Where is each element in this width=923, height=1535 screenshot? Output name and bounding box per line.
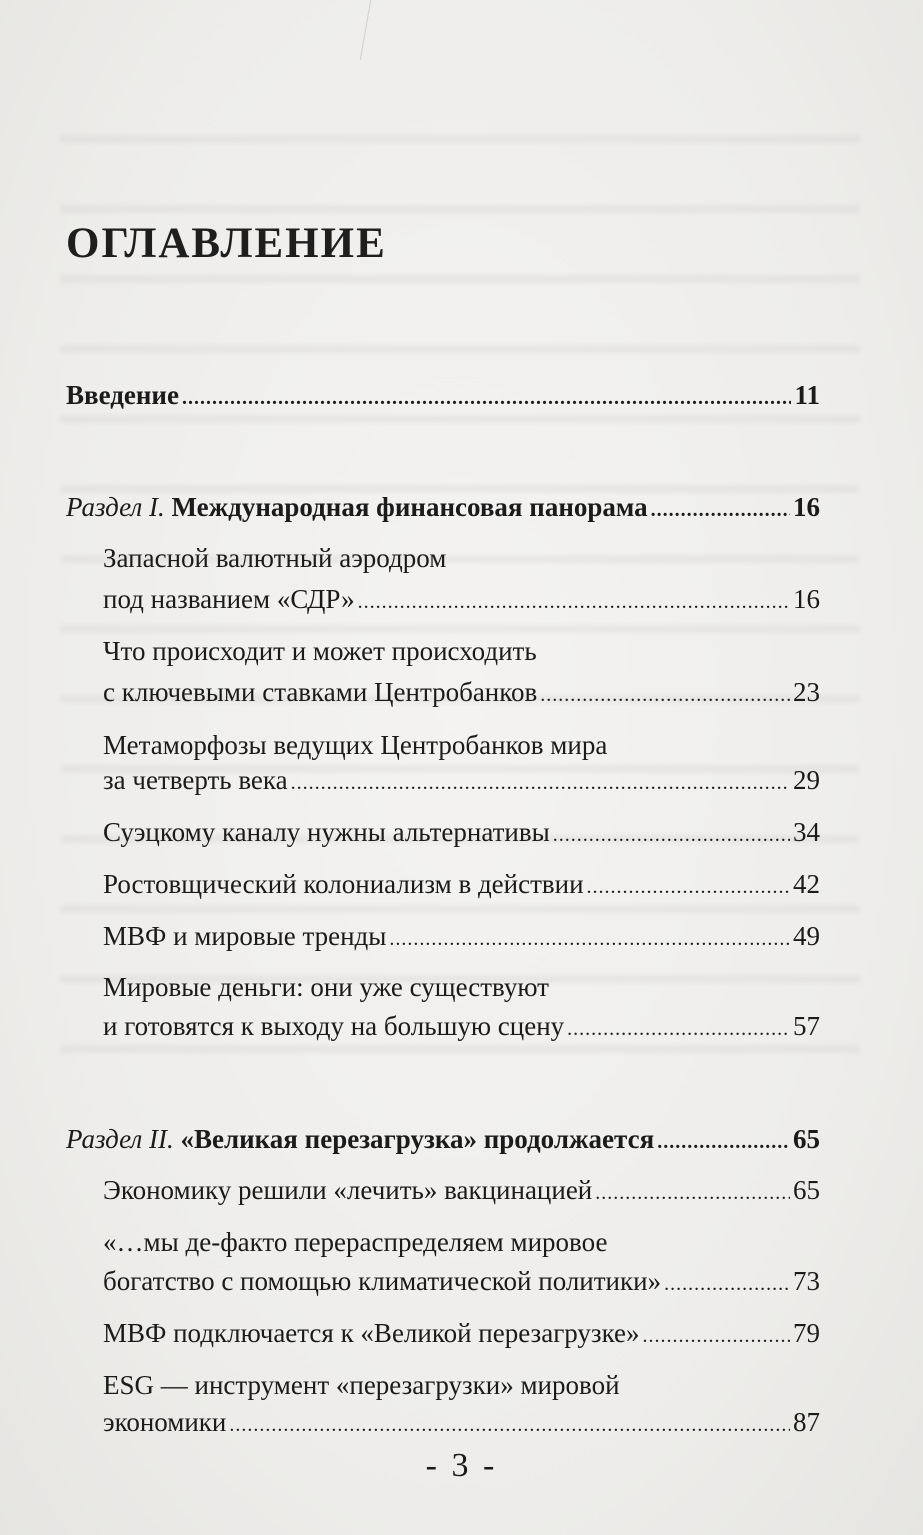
toc-page-number: 65 [793,1175,820,1205]
toc-entry [103,1264,820,1301]
toc-entry-line: Метаморфозы ведущих Центробанков мира [103,730,608,760]
dot-leader [567,1012,790,1046]
toc-entry-label: и готовятся к выходу на большую сцену [103,1011,565,1041]
toc-entry-line: «…мы де-факто перераспределяем мировое [103,1227,608,1257]
toc-page-number: 11 [794,380,820,410]
dot-leader [595,1176,790,1210]
toc-entry-label: с ключевыми ставками Центробанков [103,677,538,707]
dot-leader [553,818,790,852]
toc-page-number: 49 [793,921,820,951]
toc-section-2-heading [66,1122,820,1159]
toc-page-number: 57 [793,1011,820,1041]
toc-page-number: 42 [793,869,820,899]
dot-leader [291,766,790,800]
toc-entry-line: Мировые деньги: они уже существуют [103,972,549,1002]
dot-leader [358,585,790,619]
toc-page-number: 65 [793,1124,820,1154]
toc-entry-line: Что происходит и может происходить [103,636,537,666]
toc-entry-label: Ростовщический колониализм в действии [103,869,584,899]
toc-page-number: 79 [793,1318,820,1348]
dot-leader [182,381,792,415]
dot-leader [389,922,790,956]
toc-page-number: 73 [793,1266,820,1296]
dot-leader [664,1267,790,1301]
section-title: Международная финансовая панорама [171,492,648,522]
toc-entry [103,763,820,800]
toc-entry-label: богатство с помощью климатической политики» [103,1266,662,1296]
page-number-footer: - 3 - [425,1447,498,1484]
toc-page-number: 34 [793,817,820,847]
toc-entry [103,1316,820,1353]
dot-leader [657,1125,790,1159]
dot-leader [587,870,790,904]
toc-page-number: 87 [793,1407,820,1437]
section-prefix: Раздел II. [66,1124,174,1154]
toc-entry-label: Суэцкому каналу нужны альтернативы [103,817,550,847]
toc-entry-label: под названием «СДР» [103,584,355,614]
toc-entry-label: МВФ подключается к «Великой перезагрузке» [103,1318,640,1348]
toc-entry-line: ESG — инструмент «перезагрузки» мировой [103,1370,620,1400]
toc-page-number: 16 [793,492,820,522]
toc-entry-label: МВФ и мировые тренды [103,921,387,951]
toc-entry [103,867,820,904]
dot-leader [540,678,790,712]
toc-entry [103,1405,820,1442]
toc-entry [103,1009,820,1046]
dot-leader [651,493,790,527]
toc-section-1-heading [66,490,820,527]
toc-entry [103,1173,820,1210]
toc-entry-label: экономики [103,1407,227,1437]
page-title: ОГЛАВЛЕНИЕ [66,220,387,267]
section-prefix: Раздел I. [66,492,165,522]
toc-entry-label: Введение [66,380,179,410]
toc-page-number: 29 [793,765,820,795]
toc-entry-line: Запасной валютный аэродром [103,543,447,573]
dot-leader [643,1319,790,1353]
toc-entry [103,582,820,619]
toc-page-number: 16 [793,584,820,614]
dot-leader [229,1408,790,1442]
show-through-mark [320,0,372,60]
toc-entry [103,919,820,956]
toc-intro-entry [66,378,820,415]
section-title: «Великая перезагрузка» продолжается [180,1124,655,1154]
toc-entry-label: за четверть века [103,765,288,795]
toc-entry-label: Экономику решили «лечить» вакцинацией [103,1175,593,1205]
toc-page-number: 23 [793,677,820,707]
toc-entry [103,815,820,852]
toc-entry [103,675,820,712]
